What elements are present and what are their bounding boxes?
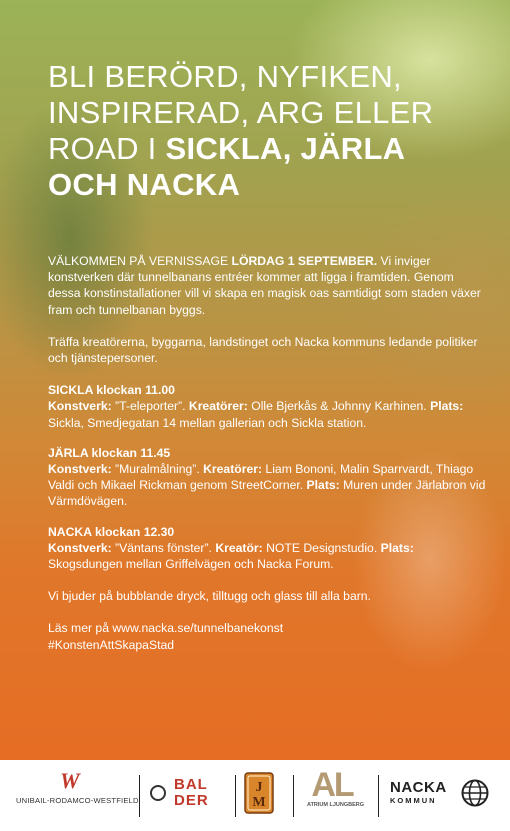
- event-title: SICKLA klockan 11.00: [48, 383, 175, 398]
- intro: [48, 253, 488, 318]
- creators-label: Kreatör:: [215, 540, 263, 555]
- balder-ring-icon: [150, 785, 166, 801]
- artwork-label: Konstverk:: [48, 462, 112, 477]
- place-label: Plats:: [380, 540, 414, 555]
- headline: [48, 59, 488, 203]
- place: Sickla, Smedjegatan 14 mellan gallerian och Sickla station.: [48, 415, 367, 430]
- event-title: JÄRLA klockan 11.45: [48, 445, 171, 460]
- divider: [235, 775, 236, 817]
- event-nacka: [48, 524, 488, 573]
- event-sickla: [48, 382, 488, 431]
- welcome-text: VÄLKOMMEN PÅ VERNISSAGE: [48, 254, 232, 268]
- divider: [293, 775, 294, 817]
- balder-line-1: BAL: [174, 776, 208, 793]
- kommun-word: KOMMUN: [390, 796, 437, 805]
- jm-letter-m: M: [252, 795, 266, 810]
- intro-text: Vi inviger konstverken där tunnelbanans entréer kommer att ligga i framtiden. Genom dessa konstinstallationer vill vi skapa en magisk oas samtidigt som staden växer fram och tunnelbanan byggs.: [48, 254, 481, 317]
- creators: Liam Bononi, Malin Sparrvardt, Thiago Valdi och Mikael Rickman genom StreetCorner.: [48, 462, 474, 493]
- headline-line-1: BLI BERÖRD, NYFIKEN,: [48, 59, 402, 94]
- meet-text: Träffa kreatörerna, byggarna, landstinget och Nacka kommuns ledande politiker och tjänstepersoner.: [48, 334, 478, 366]
- balder-logo: [150, 772, 209, 814]
- event-jarla: [48, 445, 488, 510]
- headline-line-3: ROAD I: [48, 131, 166, 166]
- place-label: Plats:: [306, 478, 340, 493]
- place: Muren under Järlabron vid Värmdövägen.: [48, 478, 486, 509]
- artwork: ”T-eleporter”.: [111, 399, 189, 414]
- artwork: ”Väntans fönster”.: [111, 540, 216, 555]
- al-name: ATRIUM LJUNGBERG: [307, 802, 365, 808]
- creators: NOTE Designstudio.: [262, 540, 381, 555]
- event-title: NACKA klockan 12.30: [48, 524, 175, 539]
- artwork-label: Konstverk:: [48, 399, 112, 414]
- creators-label: Kreatörer:: [203, 462, 263, 477]
- unibail-rodamco-westfield-logo: UNIBAIL-RODAMCO-WESTFIELD: [16, 796, 139, 805]
- balder-line-2: DER: [174, 792, 209, 809]
- creators-label: Kreatörer:: [188, 399, 248, 414]
- headline-line-2: INSPIRERAD, ARG ELLER: [48, 95, 434, 130]
- atrium-ljungberg-logo: [307, 766, 365, 808]
- poster-body: [48, 253, 488, 653]
- artwork-label: Konstverk:: [48, 540, 112, 555]
- read-more-link[interactable]: Läs mer på www.nacka.se/tunnelbanekonst: [48, 621, 284, 636]
- nacka-emblem-icon: [461, 779, 489, 807]
- event-date: LÖRDAG 1 SEPTEMBER.: [231, 254, 378, 268]
- place: Skogsdungen mellan Griffelvägen och Nacka Forum.: [48, 557, 334, 572]
- unibail-w-icon: W: [60, 768, 80, 793]
- nacka-word: NACKA: [390, 779, 447, 796]
- headline-places: SICKLA, JÄRLA: [165, 131, 406, 166]
- divider: [378, 775, 379, 817]
- creators: Olle Bjerkås & Johnny Karhinen.: [247, 399, 431, 414]
- divider: [139, 775, 140, 817]
- place-label: Plats:: [430, 399, 464, 414]
- jm-logo-icon: [244, 772, 274, 814]
- headline-line-4: OCH NACKA: [48, 167, 241, 202]
- nacka-kommun-logo: [390, 780, 447, 805]
- jm-letter-j: J: [255, 780, 263, 795]
- hashtag: #KonstenAttSkapaStad: [48, 637, 175, 652]
- drinks-text: Vi bjuder på bubblande dryck, tilltugg och glass till alla barn.: [48, 589, 371, 604]
- artwork: ”Muralmålning”.: [111, 462, 204, 477]
- al-mark: AL: [311, 766, 353, 804]
